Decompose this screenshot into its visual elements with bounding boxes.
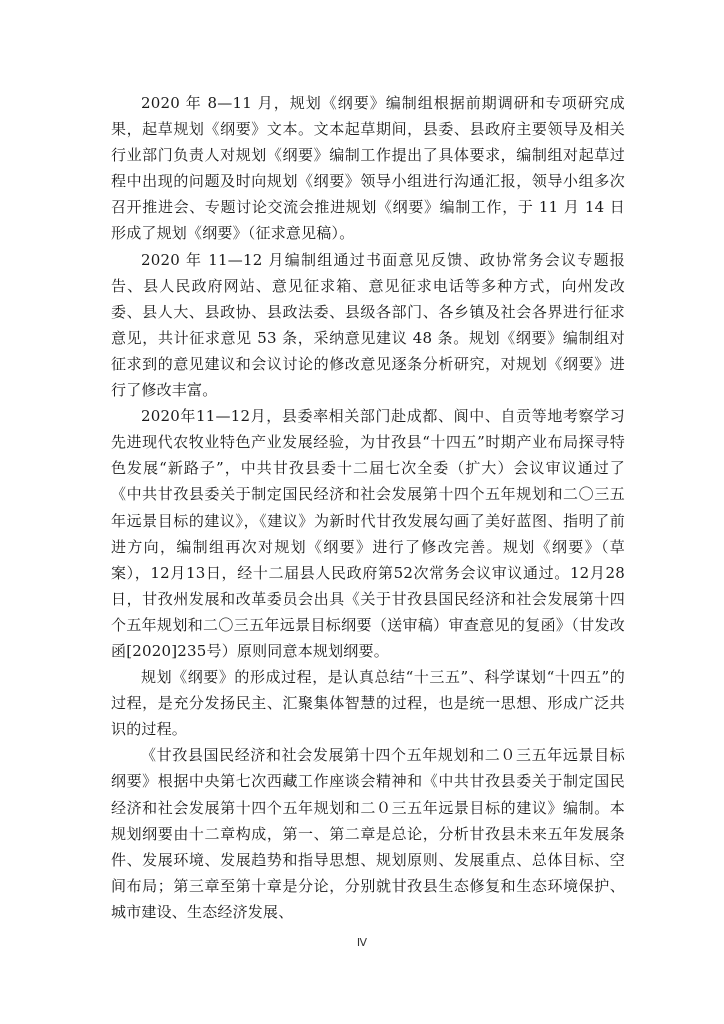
paragraph-drafting: 2020 年 8—11 月，规划《纲要》编制组根据前期调研和专项研究成果，起草规划《纲要》文本。文本起草期间，县委、县政府主要领导及相关行业部门负责人对规划《纲要》编制工作提出了具体要求，编制组对起草过程中出现的问题及时向规划《纲要》领导小组进行沟通汇报，领导小组多次召开推进会、专题讨论交流会推进规划《纲要》编制工作，于 11 月 14 日形成了规划《纲要》（征求意见稿）。 [111,94,625,243]
body-text [111,90,625,925]
page-number: Ⅳ [356,937,368,949]
paragraph-structure: 《甘孜县国民经济和社会发展第十四个五年规划和二０三五年远景目标纲要》根据中央第七次西藏工作座谈会精神和《中共甘孜县委关于制定国民经济和社会发展第十四个五年规划和二０三五年远景目标的建议》编制。本规划纲要由十二章构成，第一、第二章是总论，分析甘孜县未来五年发展条件、发展环境、发展趋势和指导思想、规划原则、发展重点、总体目标、空间布局；第三章至第十章是分论，分别就甘孜县生态修复和生态环境保护、城市建设、生态经济发展、 [111,746,625,921]
paragraph-review: 2020年11—12月，县委率相关部门赴成都、阆中、自贡等地考察学习先进现代农牧业特色产业发展经验，为甘孜县“十四五”时期产业布局探寻特色发展“新路子”，中共甘孜县委十二届七次全委（扩大）会议审议通过了《中共甘孜县委关于制定国民经济和社会发展第十四个五年规划和二〇三五年远景目标的建议》，《建议》为新时代甘孜发展勾画了美好蓝图、指明了前进方向，编制组再次对规划《纲要》进行了修改完善。规划《纲要》（草案），12月13日，经十二届县人民政府第52次常务会议审议通过。12月28日，甘孜州发展和改革委员会出具《关于甘孜县国民经济和社会发展第十四个五年规划和二〇三五年远景目标纲要（送审稿）审查意见的复函》（甘发改函[2020]235号）原则同意本规划纲要。 [111,407,625,660]
paragraph-consultation: 2020 年 11—12 月编制组通过书面意见反馈、政协常务会议专题报告、县人民政府网站、意见征求箱、意见征求电话等多种方式，向州发改委、县人大、县政协、县政法委、县级各部门、各乡镇及社会各界进行征求意见，共计征求意见 53 条，采纳意见建议 48 条。规划《纲要》编制组对征求到的意见建议和会议讨论的修改意见逐条分析研究，对规划《纲要》进行了修改丰富。 [111,250,625,400]
paragraph-summary: 规划《纲要》的形成过程，是认真总结“十三五”、科学谋划“十四五”的过程，是充分发扬民主、汇聚集体智慧的过程，也是统一思想、形成广泛共识的过程。 [111,668,625,739]
